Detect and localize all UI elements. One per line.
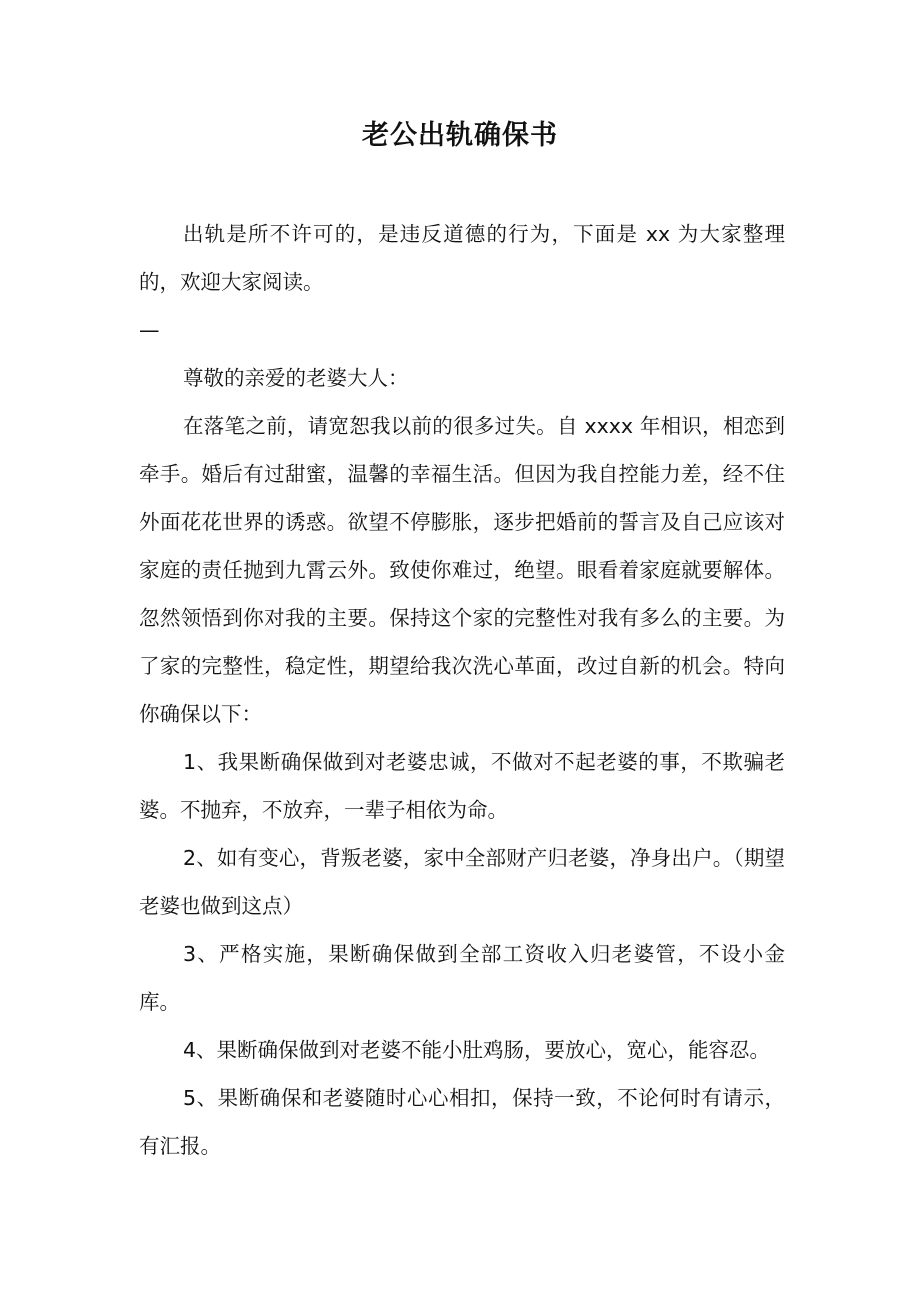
intro-paragraph: 出轨是所不许可的，是违反道德的行为，下面是 xx 为大家整理的，欢迎大家阅读。 bbox=[139, 222, 785, 294]
main-paragraph: 在落笔之前，请宽恕我以前的很多过失。自 xxxx 年相识，相恋到牵手。婚后有过甜蜜，温馨的幸福生活。但因为我自控能力差，经不住外面花花世界的诱惑。欲望不停膨胀，逐步把婚前的誓言及自己应该对家庭的责任抛到九霄云外。致使你难过，绝望。眼看着家庭就要解体。忽然领悟到你对我的主要。保持这个家的完整性对我有多么的主要。为了家的完整性，稳定性，期望给我次洗心革面，改过自新的机会。特向你确保以下： bbox=[139, 414, 785, 726]
separator-line: — bbox=[139, 318, 160, 342]
list-item-1: 1、我果断确保做到对老婆忠诚，不做对不起老婆的事，不欺骗老婆。不抛弃，不放弃，一辈子相依为命。 bbox=[139, 750, 785, 822]
list-item-2: 2、如有变心，背叛老婆，家中全部财产归老婆，净身出户。（期望老婆也做到这点） bbox=[139, 846, 785, 918]
list-item-4: 4、果断确保做到对老婆不能小肚鸡肠，要放心，宽心，能容忍。 bbox=[183, 1038, 771, 1062]
document-title: 老公出轨确保书 bbox=[362, 120, 558, 151]
list-item-3: 3、严格实施，果断确保做到全部工资收入归老婆管，不设小金库。 bbox=[139, 942, 785, 1014]
list-item-5: 5、果断确保和老婆随时心心相扣，保持一致，不论何时有请示，有汇报。 bbox=[139, 1086, 785, 1158]
document-body bbox=[139, 210, 785, 1170]
greeting-line: 尊敬的亲爱的老婆大人： bbox=[183, 366, 409, 390]
